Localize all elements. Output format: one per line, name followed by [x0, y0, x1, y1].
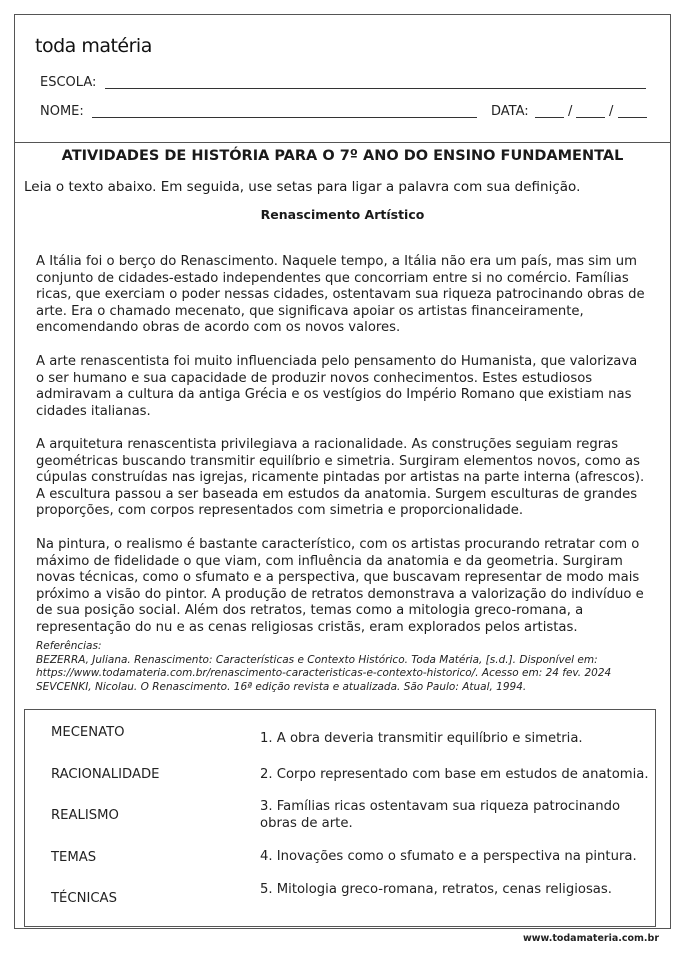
matching-exercise: [24, 709, 656, 927]
definition-item[interactable]: 5. Mitologia greco-romana, retratos, cenas religiosas.: [260, 882, 612, 897]
school-label: ESCOLA:: [40, 75, 97, 90]
brand-logo: toda matéria: [35, 35, 152, 57]
date-separator: /: [568, 104, 573, 119]
term-item[interactable]: TÉCNICAS: [51, 891, 117, 906]
worksheet-header: [15, 15, 670, 143]
school-line[interactable]: [105, 88, 646, 89]
date-separator: /: [609, 104, 614, 119]
paragraph: A Itália foi o berço do Renascimento. Naquele tempo, a Itália não era um país, mas sim um conjunto de cidades-estado independentes que concorriam entre si no comércio. Famílias ricas, que exerciam o poder nessas cidades, ostentavam sua riqueza patrocinando obras de arte. Era o chamado mecenato, que significava apoiar os artistas financeiramente, encomendando obras de acordo com os novos valores.: [36, 254, 645, 336]
paragraph: A arte renascentista foi muito influenciada pelo pensamento do Humanista, que valorizava o ser humano e sua capacidade de produzir novos conhecimentos. Estes estudiosos admiravam a cultura da antiga Grécia e os vestígios do Império Romano que existiam nas cidades italianas.: [36, 354, 638, 419]
text-title: Renascimento Artístico: [260, 207, 425, 222]
paragraph: A arquitetura renascentista privilegiava a racionalidade. As construções seguiam regras geométricas buscando transmitir equilíbrio e simetria. Surgiram elementos novos, como as cúpulas construídas nas igrejas, ricamente pintadas por artistas na parte interna (afrescos). A escultura passou a ser baseada em estudos da anatomia. Surgem esculturas de grandes proporções, com corpos representados com simetria e proporcionalidade.: [36, 437, 645, 519]
term-item[interactable]: TEMAS: [51, 850, 97, 865]
paragraph: Na pintura, o realismo é bastante característico, com os artistas procurando retratar com o máximo de fidelidade o que viam, com influência da anatomia e da geometria. Surgiram novas técnicas, como o sfumato e a perspectiva, que buscavam representar de modo mais próximo a visão do pintor. A produção de retratos demonstrava a valorização do indivíduo e de sua posição social. Além dos retratos, temas como a mitologia greco-romana, a representação do nu e as cenas religiosas cristãs, eram explorados pelos artistas.: [36, 537, 644, 635]
name-line[interactable]: [92, 117, 477, 118]
date-label: DATA:: [491, 104, 529, 119]
term-item[interactable]: MECENATO: [51, 725, 125, 740]
date-day-line[interactable]: [535, 117, 564, 118]
date-year-line[interactable]: [618, 117, 647, 118]
footer-url: www.todamateria.com.br: [522, 933, 659, 944]
definition-item[interactable]: 4. Inovações como o sfumato e a perspectiva na pintura.: [260, 849, 637, 864]
definition-item[interactable]: 2. Corpo representado com base em estudos de anatomia.: [260, 767, 649, 782]
term-item[interactable]: RACIONALIDADE: [51, 767, 160, 782]
worksheet-title: ATIVIDADES DE HISTÓRIA PARA O 7º ANO DO ENSINO FUNDAMENTAL: [61, 148, 624, 164]
reference-line: BEZERRA, Juliana. Renascimento: Características e Contexto Histórico. Toda Matéria, [s.d.]. Disponível em:: [36, 653, 598, 666]
references-heading: Referências:: [36, 640, 102, 652]
instruction-text: Leia o texto abaixo. Em seguida, use setas para ligar a palavra com sua definição.: [24, 179, 581, 195]
definition-item[interactable]: 3. Famílias ricas ostentavam sua riqueza patrocinando obras de arte.: [260, 799, 621, 831]
references: [36, 640, 648, 694]
term-item[interactable]: REALISMO: [51, 808, 119, 823]
name-label: NOME:: [40, 104, 84, 119]
reference-line: SEVCENKI, Nicolau. O Renascimento. 16ª edição revista e atualizada. São Paulo: Atual, 1994.: [36, 680, 527, 693]
definition-item[interactable]: 1. A obra deveria transmitir equilíbrio e simetria.: [260, 731, 583, 746]
reference-line: https://www.todamateria.com.br/renascimento-caracteristicas-e-contexto-historico/. Acesso em: 24 fev. 2024: [36, 667, 612, 680]
date-month-line[interactable]: [576, 117, 605, 118]
